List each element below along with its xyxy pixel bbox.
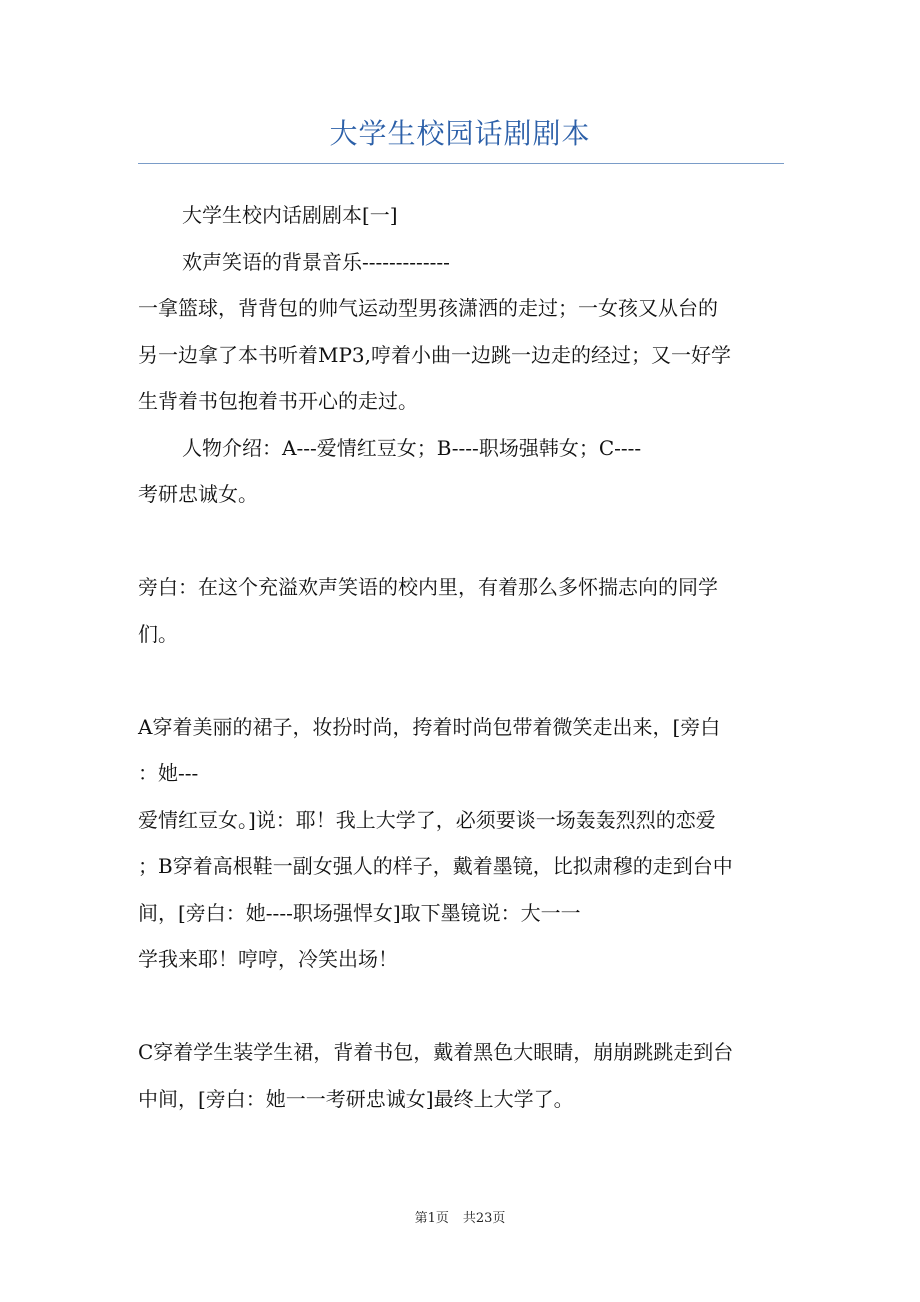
paragraph-line: 生背着书包抱着书开心的走过。 bbox=[138, 389, 418, 413]
section-heading: 大学生校内话剧剧本[一] bbox=[182, 203, 398, 227]
paragraph-line: 欢声笑语的背景音乐------------- bbox=[182, 249, 450, 274]
paragraph-line: 爱情红豆女。]说：耶！我上大学了，必须要谈一场轰轰烈烈的恋爱 bbox=[138, 807, 716, 832]
paragraph-gap bbox=[138, 657, 784, 704]
paragraph-line: 间，[旁白：她----职场强悍女]取下墨镜说：大一一 bbox=[138, 900, 581, 925]
paragraph-line: A穿着美丽的裙子，妆扮时尚，挎着时尚包带着微笑走出来，[旁白 bbox=[138, 714, 721, 739]
page-number: 第1页 bbox=[414, 1211, 449, 1226]
paragraph-line: ；B穿着高根鞋一副女强人的样子，戴着墨镜，比拟肃穆的走到台中 bbox=[138, 854, 733, 878]
paragraph-line: 旁白：在这个充溢欢声笑语的校内里，有着那么多怀揣志向的同学 bbox=[138, 575, 718, 599]
paragraph-line: ：她--- bbox=[138, 761, 199, 785]
paragraph-line: 另一边拿了本书听着MP3,哼着小曲一边跳一边走的经过；又一好学 bbox=[138, 342, 732, 367]
page-title: 大学生校园话剧剧本 bbox=[329, 117, 591, 150]
page-footer bbox=[0, 1207, 920, 1226]
paragraph-line: 们。 bbox=[138, 621, 178, 646]
document-body bbox=[138, 192, 784, 1122]
paragraph-line: 一拿篮球，背背包的帅气运动型男孩潇洒的走过；一女孩又从台的 bbox=[138, 296, 718, 320]
paragraph-line: C穿着学生装学生裙，背着书包，戴着黑色大眼睛，崩崩跳跳走到台 bbox=[138, 1040, 734, 1064]
paragraph-gap bbox=[138, 983, 784, 1030]
page-total: 共23页 bbox=[462, 1211, 506, 1226]
title-divider bbox=[138, 163, 784, 164]
paragraph-line: 考研忠诚女。 bbox=[138, 482, 258, 506]
paragraph-gap bbox=[138, 518, 784, 565]
paragraph-line: 学我来耶！哼哼，冷笑出场！ bbox=[138, 947, 398, 971]
paragraph-line: 中间，[旁白：她一一考研忠诚女]最终上大学了。 bbox=[138, 1086, 574, 1111]
paragraph-line: 人物介绍：A---爱情红豆女；B----职场强韩女；C---- bbox=[182, 435, 642, 460]
